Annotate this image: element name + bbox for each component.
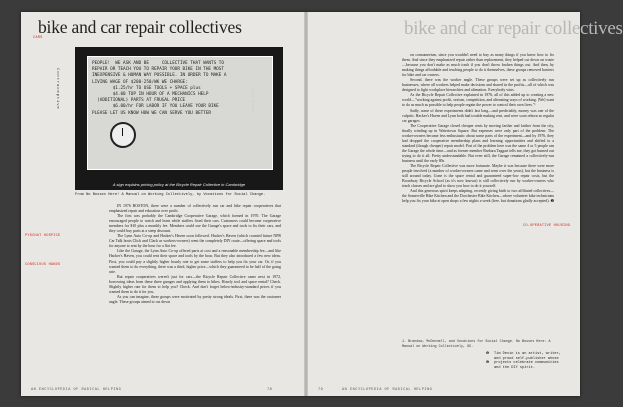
- paragraph: Second, there was the worker angle. These groups were set up as collectively run businesses, where all workers helped make decisions and shared in the profits—all of which was designed to fight workplace hierarchies and alienation. Everybody wins.: [402, 78, 554, 93]
- left-page: [21, 12, 306, 396]
- section-tag: CARS: [33, 36, 43, 40]
- paragraph: Like the Garage, the Lynn Auto Co-op offered parts at cost and a reasonable membership fee—and like Hacker's Haven, you could rent their space and tools by the hour. But they also introduced a few new ideas. First, you could pay a slightly higher hourly rate to get some staffers to help you fix your car. Or, if you wanted them to do everything, there was a third, higher price—which they guaranteed to be half of the going rate.: [109, 249, 281, 274]
- paragraph: Sadly, some of these experiments didn't last long—and predictably, money was one of the culprits. Hacker's Haven and Lynn both had trouble making rent, and were soon reborn as regular car garages.: [402, 108, 554, 123]
- section-tag: CONSCIOUS HANDS: [25, 263, 61, 267]
- page-title: bike and car repair collectives: [38, 17, 242, 37]
- body-text-right: [402, 53, 554, 204]
- body-text-left: [109, 204, 281, 305]
- wall-clock-icon: [110, 122, 136, 148]
- section-tag: PYSCHAT HOSPICE: [25, 234, 61, 238]
- paragraph: IN 1976 BOSTON, there were a number of collectively run car and bike repair cooperatives that emphasized repair and education over profit.: [109, 204, 281, 214]
- bullet-icon: ❷: [486, 361, 490, 366]
- page-title-ghost: bike and car repair collectives: [404, 18, 623, 39]
- author-bio: [486, 352, 571, 370]
- paragraph: The Lynn Auto Co-op and Hacker's Haven soon followed. Hacker's Haven (which counted future NPR Car Talk hosts Click and Clack as workers-owners) went the completely DIY route—offering space and tools for anyone to rent by the hour for a flat fee.: [109, 234, 281, 249]
- photo-caption: A sign explains pricing policy at the Bicycle Repair Collective in Cambridge: [112, 182, 246, 187]
- vertical-section-label: Contraceptive: [55, 68, 59, 110]
- paragraph: The Bicycle Repair Collective was more fortunate. Maybe it was because there were more people involved (a number of worker-owners came and went over the years), but the business is still around today. Gone is the space rental and guaranteed super-low repair costs, but the Broadway Bicycle School (as it's now known) is still collectively run by worker-owners who teach classes and are glad to show you how to do it yourself.: [402, 164, 554, 189]
- running-footer: AN ENCYCLOPEDIA OF RADICAL HELPING: [342, 388, 433, 392]
- paragraph: on consumerism, since you wouldn't need to buy as many things if you knew how to fix them. And since they emphasized repair rather than replacement, they helped cut down on waste—because you don't make as much trash if you don't throw broken things out. And then, by making things affordable and teaching people to do it themselves, these groups removed barriers for bike and car owners.: [402, 53, 554, 78]
- bio-line: ❷ projects celebrate communities: [486, 361, 559, 366]
- page-number: 78: [267, 388, 273, 392]
- bio-line: and proud self-publisher whose: [494, 356, 559, 361]
- right-page: [306, 12, 623, 396]
- bullet-icon: ❷: [486, 352, 490, 356]
- sign-text: PEOPLE! WE ASK AND BE COLLECTIVE THAT WANTS TO REPAIR OR TEACH YOU TO REPAIR YOUR BIKE IN THE MOST INEXPENSIVE & HUMAN WAY POSSIBLE. IN ORDER TO MAKE A LIVING WAGE OF $200-250/WK WE CHARGE: $1.25/hr TO USE TOOLS + SPACE plus $4.00 TOP IN HOUR OF A MECHANICS HELP (ADDITIONAL) PARTS AT FRUGAL PRICE $6.00/hr FOR LABOR IF YOU LEAVE YOUR BIKE PLEASE LET US KNOW HOW WE CAN SERVE YOU BETTER: [92, 61, 227, 116]
- page-number: 79: [318, 388, 324, 392]
- running-footer: AN ENCYCLOPEDIA OF RADICAL HELPING: [31, 388, 122, 392]
- footnote: 1. Brandow, McDonnell, and Vocations for Social Change. No Bosses Here: A Manual on Working Collectively, 95.: [402, 340, 551, 349]
- bio-line: and the DIY spirit.: [494, 365, 535, 370]
- section-tag: CO-OPERATIVE HOUSING: [523, 224, 571, 228]
- paragraph: As the Bicycle Repair Collective explained in 1976, all of this added up to creating a new world—"working against profit, sexism, competition, and alienating ways of working. [We] want to do as much as possible to help people regain the power to control their own lives."¹: [402, 93, 554, 108]
- paragraph: But repair cooperatives weren't just for cars—the Bicycle Repair Collective came next in 1972, borrowing ideas from these three garages and applying them to bikes. Hourly tool and space rental? Check. Slightly higher rate for them to help you? Check. And don't forget below-industry-standard prices if you wanted them to do it for you.: [109, 274, 281, 294]
- sign-photo: [75, 47, 283, 190]
- book-spread: [21, 12, 623, 396]
- paragraph: As you can imagine, these groups were motivated by pretty strong ideals. First, there was the customer angle. These groups aimed to cut down: [109, 294, 281, 304]
- bio-line: ❷ Tim Devin is an artist, writer,: [486, 352, 561, 356]
- price-sign: [87, 56, 273, 170]
- photo-credit-side: Carol Becker: [249, 87, 254, 113]
- paragraph: The first was probably the Cambridge Cooperative Garage, which formed in 1970. The Garage encouraged people to watch and learn while staffers fixed their cars. Customers could become cooperative members for $10 plus a monthly fee. Members could use the Garage's space and tools to fix their cars, and they could buy parts at a steep discount.: [109, 214, 281, 234]
- paragraph: The Cooperative Garage closed cheaper rents by moving farther and farther from the city, finally winding up in Watertown Square. But expenses were only part of the problem: The worker-owners became less enthusiastic about some parts of the experiment—and by 1976, they had dropped the cooperative membership plans and learning opportunities and shifted to a standard (though cheaper) repair model. Part of the problem here was the same 4 or 5 people ran the Garage the whole time—and as former member Barbara Taggart tells me, they got burned out trying to do it all. Pretty understandable. But even still, the Garage remained a collectively-run business until the early 80s.: [402, 123, 554, 163]
- photo-credit: From No Bosses Here! A Manual on Working Collectively, by Vocations for Social Change.: [75, 193, 266, 197]
- paragraph: And this generous spirit keeps adapting, recently giving birth to two affiliated collectives—the Somerville Bike Kitchen and the Dorchester Bike Kitchen—where volunteer bike technicians help you fix your bike at open shops a few nights a week (free, but donations gladly accepted). ❷: [402, 189, 554, 204]
